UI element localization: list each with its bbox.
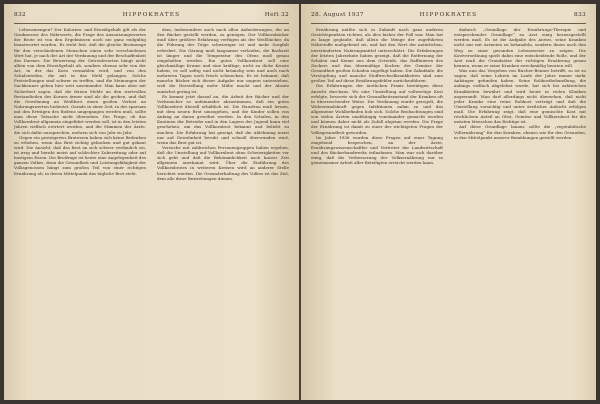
text-column-right [157, 27, 289, 390]
left-page [4, 4, 299, 400]
text-column-left [311, 27, 443, 390]
issue-date: 28. August 1937 [311, 12, 364, 18]
right-page-header [311, 12, 586, 22]
header-rule [14, 23, 289, 24]
issue-label: Heft 32 [264, 12, 289, 18]
header-rule [311, 23, 586, 24]
paragraph: Gegen ein gesteigertes Brotessen haben sich keine Bedenken zu erheben, wenn das Brot richtig gebacken und gut gekaut wird. Die Ansicht, daß das Brot an sich schwer verdaulich sei, ist irrig und beruht meist auf schlechter Zubereitung oder auf hastigem Essen. Die Brotfrage ist heute eine Angelegenheit des ganzen Volkes, denn die Gesundheit und Leistungsfähigkeit der Volksgenossen hängt zum großen Teil von einer richtigen Ernährung ab, in deren Mittelpunkt das tägliche Brot steht. [14, 134, 146, 176]
text-column-left [14, 27, 146, 390]
paragraph: Was nun das Vorgehen von Bircher-Benner betrifft, so ist zu sagen, daß seine Lehren im Laufe der Jahre immer mehr Anhänger gefunden haben. Seine Rohkostbehandlung, die anfangs vielfach abgelehnt wurde, hat sich bei zahlreichen Krankheiten bewährt und wird heute in vielen Kliniken angewandt. Man darf allerdings nicht übersehen, daß nicht jeder Kranke eine reine Rohkost verträgt und daß die Umstellung vorsichtig und unter ärztlicher Aufsicht erfolgen muß. Die Erfahrung zeigt, daß eine gemischte Kost mit reichlichem Anteil an Obst, Gemüse und Vollkornbrot für die meisten Menschen das Richtige ist. [454, 68, 586, 125]
left-page-header [14, 12, 289, 22]
right-page [301, 4, 596, 400]
text-columns [311, 27, 586, 390]
paragraph: Es kommt jetzt darauf an, die Arbeit der Bäcker und der Verbraucher so aufeinander abzustimmen, daß ein gutes Vollkornbrot überall erhältlich ist. Die Hausfrau muß lernen, mit dem neuen Brot umzugehen, und die Kinder sollen von Anfang an daran gewöhnt werden. In den Schulen, in den Kantinen der Betriebe und in den Lagern der Jugend kann viel geschehen, um das Vollkornbrot bekannt und beliebt zu machen. Die Erfahrung hat gezeigt, daß die Ablehnung meist nur auf Gewohnheit beruht und schnell überwunden wird, wenn das Brot gut ist. [157, 93, 289, 145]
running-title: HIPPOKRATES [419, 12, 478, 18]
paragraph: Ernährung müßte sich in Zukunft nach ganz anderen Gesichtspunkten richten, als dies bisher der Fall war. Man hat zu lange geglaubt, daß allein die Menge der zugeführten Nährstoffe maßgebend sei, und hat den Wert der natürlichen, unveränderten Nahrungsmittel unterschätzt. Die Erfahrungen der letzten Jahrzehnte haben gezeigt, daß die Entfernung der Schalen und Keime aus dem Getreide, das Raffinieren des Zuckers und das übermäßige Kochen der Gemüse der Gesundheit großen Schaden zugefügt haben. Die Zahnfäule, die Verstopfung und manche Stoffwechselkrankheiten sind zum großen Teil auf diese Ernährungsfehler zurückzuführen. [311, 27, 443, 84]
paragraph: Auf diese Grundlage hinaus sollte die „vegetabilische Vollernährung“ für den Kranken, ebenso wie für den Gesunden, in den Mittelpunkt unserer Bemühungen gestellt werden. [454, 124, 586, 140]
text-column-right [454, 27, 586, 390]
paragraph: dem, insbesondere auch nach allen Anforderungen, die an den Bäcker gestellt werden, zu genügen. Der Vollkornbäcker muß über größere Erfahrung verfügen als der Weißbäcker, da die Führung der Teige schwieriger ist und mehr Sorgfalt erfordert. Die Gärung muß langsamer verlaufen, die Backzeit ist länger und die Temperatur des Ofens muß genau eingehalten werden. Ein gutes Vollkornbrot soll eine gleichmäßige Krume und eine kräftige, nicht zu dicke Kruste haben; es soll saftig und nicht krümelig sein und auch nach mehreren Tagen noch frisch schmecken. Es ist bekannt, daß manche Bäcker sich dieser Aufgabe nur ungern unterziehen, weil die Herstellung mehr Mühe macht und der Absatz zunächst gering ist. [157, 27, 289, 94]
paragraph: Die Erfahrungen der ärztlichen Praxis bestätigen diese Ansicht durchaus. Wo eine Umstellung auf vollwertige Kost erfolgte, besserte sich der Gesundheitszustand der Kranken oft in überraschender Weise. Die Verdauung wurde geregelt, die Widerstandskraft gegen Infektionen nahm zu und das allgemeine Wohlbefinden hob sich. Solche Beobachtungen sind von vielen Ärzten unabhängig voneinander gemacht worden und können daher nicht als Zufall abgetan werden. Die Frage der Ernährung ist damit zu einer der wichtigsten Fragen der Volksgesundheit geworden. [311, 83, 443, 135]
text-columns [14, 27, 289, 390]
paragraph: Im Jahre 1936 wurden diese Fragen auf einer Tagung eingehend besprochen, an der Ärzte, Ernährungswissenschaftler und Vertreter der Landwirtschaft und des Bäckerhandwerks teilnahmen. Man war sich darüber einig, daß die Verbesserung der Volksernährung nur in gemeinsamer Arbeit aller Beteiligten erreicht werden kann. [311, 134, 443, 166]
page-number: 832 [14, 12, 26, 18]
running-title: HIPPOKRATES [122, 12, 181, 18]
paragraph: dadurch „Grundlage der Ernährungs-Therapie und entsprechender Grundlage“ zu Arzt einig herausgestellt werden muß. Es ist die Aufgabe des Arztes, seine Kranken nicht nur mit Arzneien zu behandeln, sondern ihnen auch den Weg zu einer gesunden Lebensweise zu zeigen. Die Kostverordnung spielt dabei eine entscheidende Rolle, und der Arzt muß die Grundsätze der richtigen Ernährung genau kennen, wenn er seine Kranken zweckmäßig beraten will. [454, 27, 586, 68]
paragraph: Versuche mit zahlreichen Personengruppen haben ergeben, daß die Umstellung auf Vollkornbrot ohne Schwierigkeiten vor sich geht und daß die Bekömmlichkeit nach kurzer Zeit allgemein anerkannt wird. Über die Einführung des Vollkornbrotes in weiteren Kreisen wird an anderer Stelle berichtet werden. Die Gesunderhaltung des Volkes ist das Ziel, dem alle diese Bestrebungen dienen. [157, 144, 289, 181]
page-number: 833 [574, 12, 586, 18]
paragraph: Lebensmengen? Der Kalorien- und Eiweißgehalt gilt als der Gradmesser des Nährwerts, die Frage des Ausnutzungswertes der Brote ist von den Ergebnissen noch nie ganz endgültig beantwortet worden. Es steht fest, daß die gleiche Brotmenge für den verschiedenen Menschen einen sehr verschiedenen Wert hat, je nach der Art der Verdauung und der Beschaffenheit des Darmes. Die Bewertung der Getreidesorten hängt nicht allein von dem Eiweißgehalt ab, sondern ebenso sehr von der Art, in der das Korn vermahlen wird, und von den Schalenteilen, die mit in das Mehl gelangen. Solche Feststellungen sind schwer zu treffen, und die Meinungen der Sachkenner gehen hier weit auseinander. Man kann aber mit Sicherheit sagen, daß die feinen Mehle an den wertvollen Bestandteilen des Kornes ärmer sind als die groben, und daß die Gewöhnung an Weißbrot einen großen Verlust an Nahrungswerten bedeutet. Gerade in einer Zeit, in der sparsam mit den Erträgen des Bodens umgegangen werden muß, sollte man diese Tatsache nicht übersehen. Die Frage, ob das Vollkornbrot allgemein eingeführt werden soll, ist in den letzten Jahren vielfach erörtert worden, und die Stimmen der Ärzte, die sich dafür aussprechen, mehren sich von Jahr zu Jahr. [14, 27, 146, 135]
book-spread [4, 4, 596, 400]
